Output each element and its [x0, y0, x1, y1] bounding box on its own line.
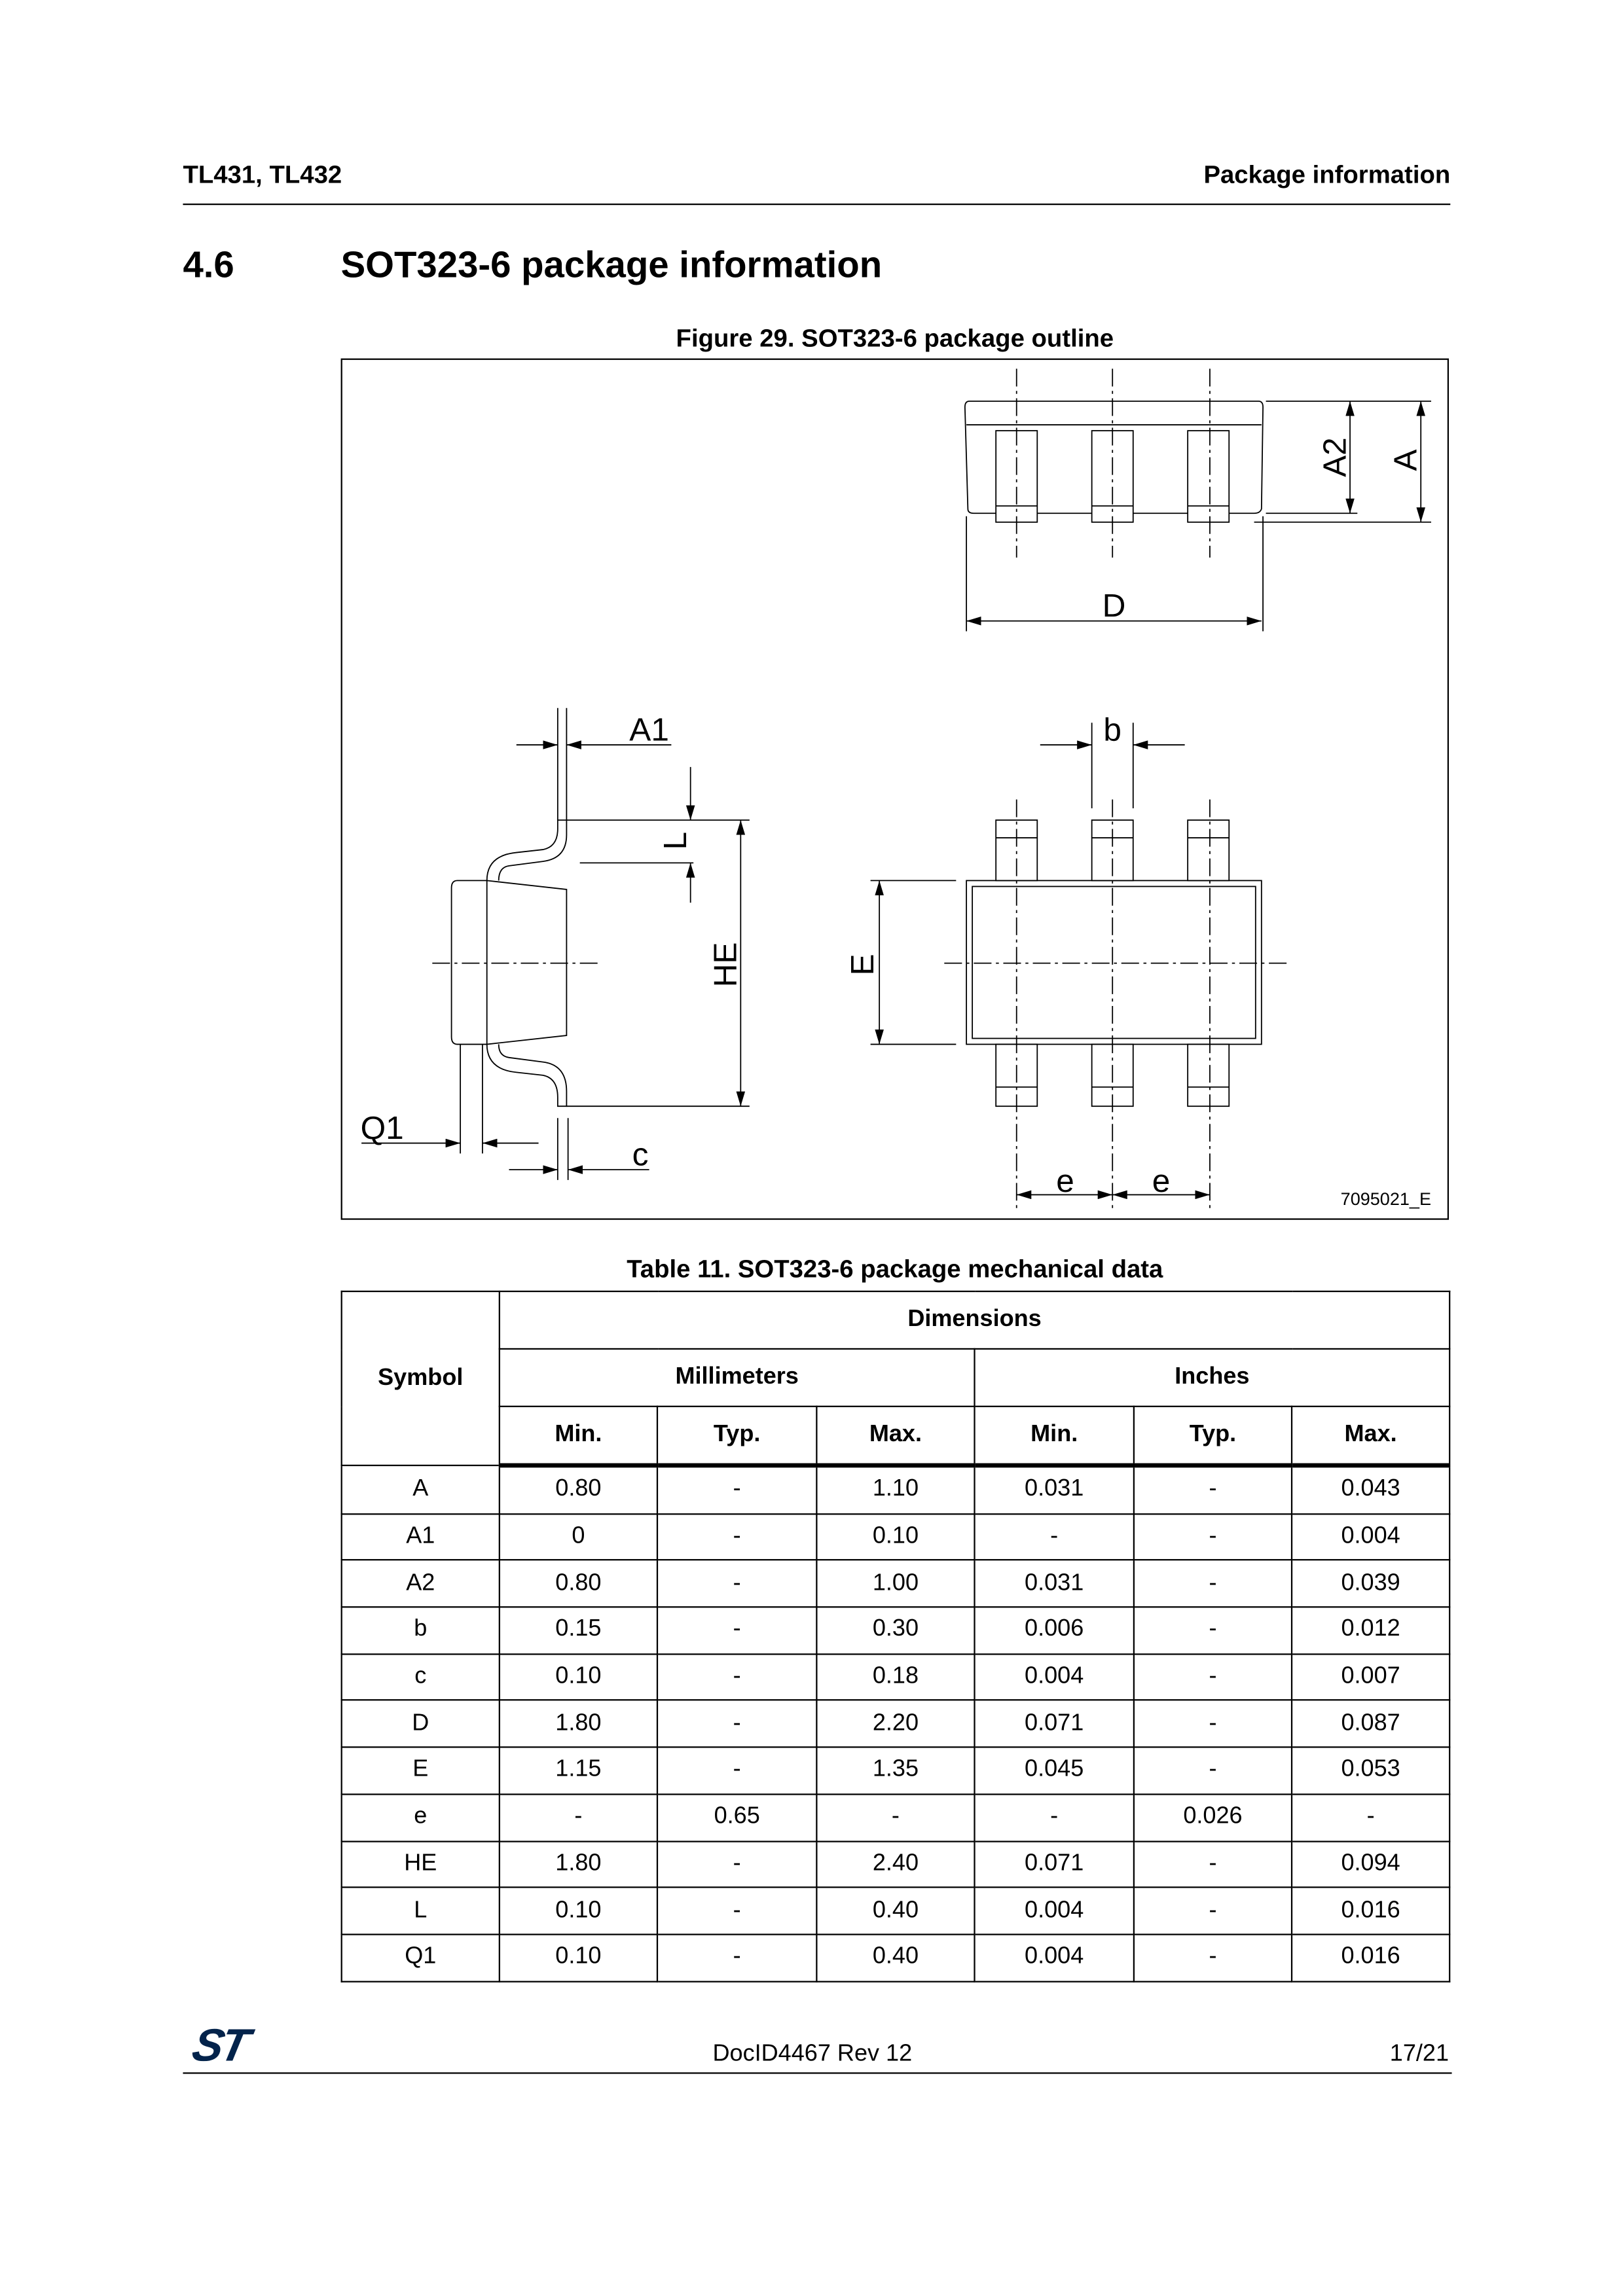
- side-view: [361, 708, 750, 1180]
- value-cell: 0.15: [500, 1607, 657, 1653]
- symbol-cell: c: [342, 1654, 500, 1700]
- value-cell: -: [657, 1514, 816, 1560]
- value-cell: 0.40: [816, 1888, 974, 1934]
- value-cell: -: [1134, 1560, 1292, 1607]
- value-cell: 0.094: [1292, 1840, 1450, 1887]
- value-cell: 0.10: [500, 1654, 657, 1700]
- value-cell: -: [816, 1794, 974, 1840]
- header-symbol: Symbol: [342, 1291, 500, 1465]
- header-section-name: Package information: [1203, 160, 1451, 189]
- header-divider: [183, 204, 1450, 205]
- value-cell: 0.071: [975, 1700, 1134, 1747]
- value-cell: 1.80: [500, 1700, 657, 1747]
- label-D: D: [1102, 587, 1126, 624]
- label-Q1: Q1: [360, 1109, 404, 1146]
- header-in-min: Min.: [975, 1407, 1134, 1465]
- header-inches: Inches: [975, 1349, 1450, 1407]
- value-cell: 0.80: [500, 1465, 657, 1514]
- value-cell: 1.00: [816, 1560, 974, 1607]
- value-cell: 0.004: [975, 1888, 1134, 1934]
- value-cell: 0.031: [975, 1465, 1134, 1514]
- table-row: [342, 1748, 1450, 1794]
- value-cell: 0.004: [1292, 1514, 1450, 1560]
- header-dimensions: Dimensions: [500, 1291, 1450, 1349]
- label-E: E: [844, 954, 881, 976]
- value-cell: 0.016: [1292, 1888, 1450, 1934]
- header-mm-max: Max.: [816, 1407, 974, 1465]
- value-cell: 0.031: [975, 1560, 1134, 1607]
- label-HE: HE: [706, 942, 744, 988]
- symbol-cell: A2: [342, 1560, 500, 1607]
- value-cell: 0.40: [816, 1934, 974, 1981]
- value-cell: -: [1134, 1700, 1292, 1747]
- value-cell: -: [657, 1607, 816, 1653]
- table-row: [342, 1465, 1450, 1514]
- symbol-cell: Q1: [342, 1934, 500, 1981]
- value-cell: 0.045: [975, 1748, 1134, 1794]
- footer-doc-id: DocID4467 Rev 12: [712, 2041, 913, 2067]
- table-row: [342, 1700, 1450, 1747]
- value-cell: 0.004: [975, 1934, 1134, 1981]
- header-mm-typ: Typ.: [657, 1407, 816, 1465]
- value-cell: 0.012: [1292, 1607, 1450, 1653]
- table-row: [342, 1888, 1450, 1934]
- figure-caption: Figure 29. SOT323-6 package outline: [676, 324, 1114, 353]
- bottom-view: [871, 723, 1287, 1210]
- header-mm-min: Min.: [500, 1407, 657, 1465]
- value-cell: -: [500, 1794, 657, 1840]
- table-row: [342, 1607, 1450, 1653]
- value-cell: -: [657, 1748, 816, 1794]
- value-cell: 0.007: [1292, 1654, 1450, 1700]
- symbol-cell: HE: [342, 1840, 500, 1887]
- top-view: [965, 368, 1431, 631]
- value-cell: 2.40: [816, 1840, 974, 1887]
- value-cell: 0.10: [500, 1934, 657, 1981]
- value-cell: 1.35: [816, 1748, 974, 1794]
- symbol-cell: b: [342, 1607, 500, 1653]
- label-e-1: e: [1056, 1162, 1074, 1199]
- label-A: A: [1387, 449, 1424, 471]
- value-cell: 0: [500, 1514, 657, 1560]
- value-cell: -: [657, 1888, 816, 1934]
- value-cell: 0.006: [975, 1607, 1134, 1653]
- value-cell: -: [1134, 1934, 1292, 1981]
- label-e-2: e: [1152, 1162, 1171, 1199]
- value-cell: -: [1134, 1654, 1292, 1700]
- value-cell: 0.016: [1292, 1934, 1450, 1981]
- label-c: c: [632, 1136, 649, 1173]
- symbol-cell: A: [342, 1465, 500, 1514]
- section-title: SOT323-6 package information: [340, 245, 883, 287]
- section-number: 4.6: [183, 245, 234, 287]
- table-caption: Table 11. SOT323-6 package mechanical data: [627, 1255, 1163, 1283]
- table-row: [342, 1794, 1450, 1840]
- st-logo: ST: [188, 2019, 252, 2072]
- header-in-max: Max.: [1292, 1407, 1450, 1465]
- mechanical-data-table: [341, 1291, 1451, 1982]
- value-cell: 1.80: [500, 1840, 657, 1887]
- value-cell: 0.65: [657, 1794, 816, 1840]
- value-cell: 2.20: [816, 1700, 974, 1747]
- label-A2: A2: [1316, 437, 1353, 477]
- value-cell: 0.10: [500, 1888, 657, 1934]
- symbol-cell: A1: [342, 1514, 500, 1560]
- value-cell: 0.004: [975, 1654, 1134, 1700]
- value-cell: -: [1134, 1840, 1292, 1887]
- value-cell: -: [657, 1654, 816, 1700]
- table-row: [342, 1560, 1450, 1607]
- value-cell: -: [1134, 1514, 1292, 1560]
- table-row: [342, 1934, 1450, 1981]
- value-cell: -: [657, 1465, 816, 1514]
- package-outline-figure: [341, 359, 1449, 1220]
- footer-divider: [183, 2072, 1451, 2073]
- value-cell: -: [1134, 1465, 1292, 1514]
- table-row: [342, 1514, 1450, 1560]
- table-row: [342, 1654, 1450, 1700]
- label-L: L: [656, 831, 693, 850]
- header-doc-title: TL431, TL432: [183, 160, 342, 189]
- value-cell: -: [1134, 1607, 1292, 1653]
- label-A1: A1: [629, 711, 669, 748]
- header-millimeters: Millimeters: [500, 1349, 975, 1407]
- value-cell: 1.15: [500, 1748, 657, 1794]
- value-cell: 0.80: [500, 1560, 657, 1607]
- value-cell: 0.043: [1292, 1465, 1450, 1514]
- value-cell: 0.053: [1292, 1748, 1450, 1794]
- value-cell: 0.026: [1134, 1794, 1292, 1840]
- value-cell: 0.30: [816, 1607, 974, 1653]
- value-cell: -: [1134, 1748, 1292, 1794]
- value-cell: 1.10: [816, 1465, 974, 1514]
- table-row: [342, 1840, 1450, 1887]
- value-cell: 0.18: [816, 1654, 974, 1700]
- value-cell: -: [657, 1560, 816, 1607]
- drawing-id: 7095021_E: [1340, 1189, 1431, 1210]
- value-cell: 0.087: [1292, 1700, 1450, 1747]
- package-outline-drawing: [341, 359, 1449, 1220]
- value-cell: -: [1134, 1888, 1292, 1934]
- value-cell: 0.071: [975, 1840, 1134, 1887]
- value-cell: 0.10: [816, 1514, 974, 1560]
- symbol-cell: E: [342, 1748, 500, 1794]
- value-cell: -: [657, 1840, 816, 1887]
- value-cell: -: [975, 1794, 1134, 1840]
- table-body: [342, 1465, 1450, 1981]
- value-cell: -: [657, 1934, 816, 1981]
- header-in-typ: Typ.: [1134, 1407, 1292, 1465]
- value-cell: 0.039: [1292, 1560, 1450, 1607]
- symbol-cell: D: [342, 1700, 500, 1747]
- value-cell: -: [657, 1700, 816, 1747]
- label-b: b: [1103, 711, 1122, 748]
- symbol-cell: e: [342, 1794, 500, 1840]
- value-cell: -: [1292, 1794, 1450, 1840]
- value-cell: -: [975, 1514, 1134, 1560]
- footer-page-number: 17/21: [1389, 2041, 1450, 2067]
- symbol-cell: L: [342, 1888, 500, 1934]
